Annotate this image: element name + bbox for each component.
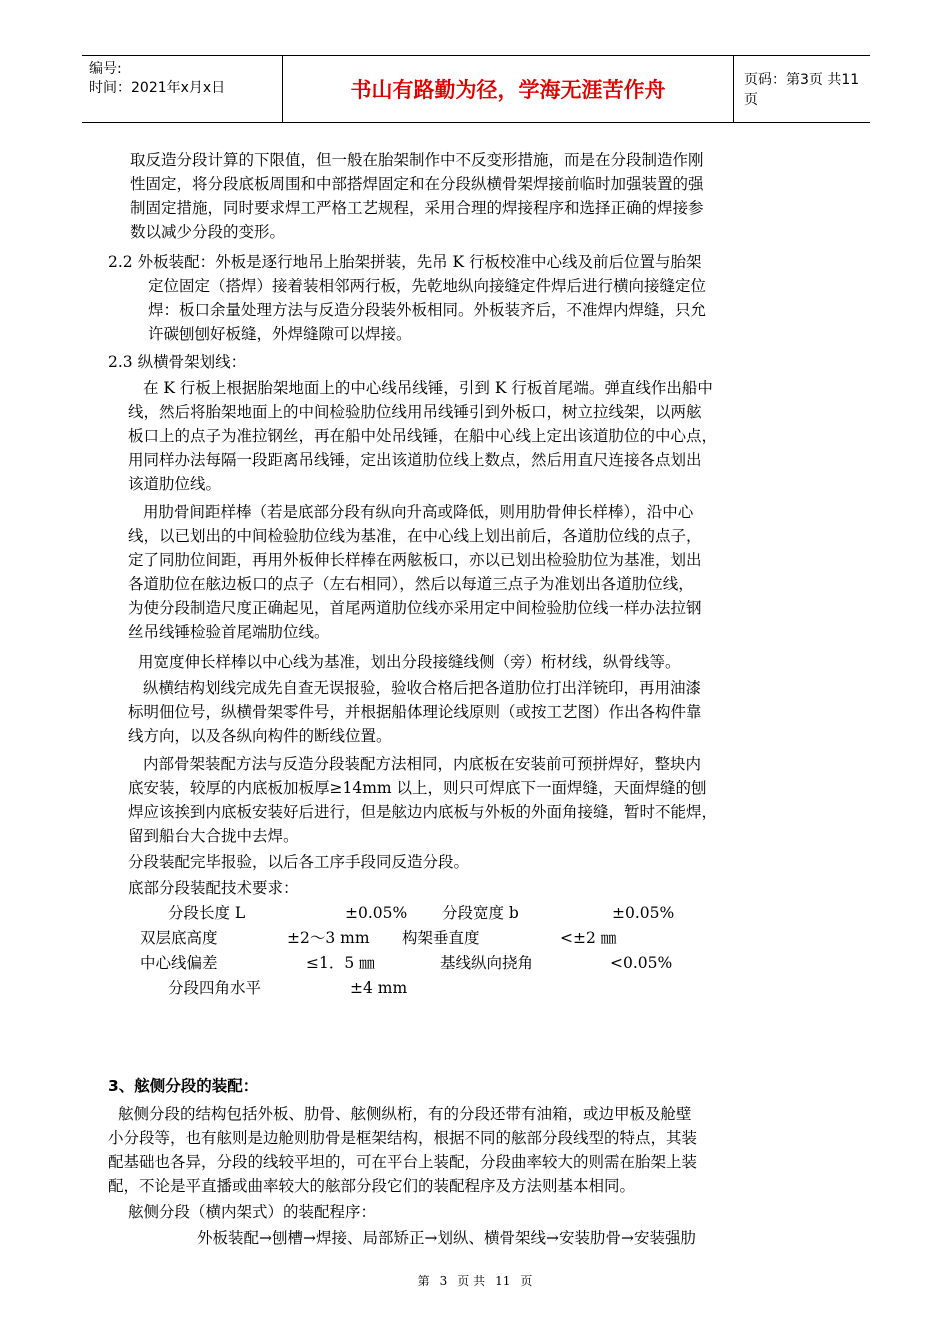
paragraph-line: 留到船台大合拢中去焊。: [128, 827, 299, 845]
paragraph-line: 定了同肋位间距，再用外板伸长样棒在两舷板口，亦以已划出检验肋位为基准，划出: [128, 551, 702, 569]
paragraph-line: 舷侧分段的结构包括外板、肋骨、舷侧纵桁，有的分段还带有油箱，或边甲板及舱壁: [118, 1105, 692, 1123]
paragraph-line: 数以减少分段的变形。: [130, 223, 286, 241]
paragraph-line: 用同样办法每隔一段距离吊线锤，定出该道肋位线上数点，然后用直尺连接各点划出: [128, 451, 702, 469]
paragraph-line: 用宽度伸长样棒以中心线为基准，划出分段接缝线侧（旁）桁材线，纵骨线等。: [138, 653, 681, 671]
paragraph-line: 板口上的点子为准拉钢丝，再在船中处吊线锤，在船中心线上定出该道肋位的中心点，: [128, 427, 718, 445]
footer-suffix: 页: [520, 1274, 533, 1288]
page-header: [82, 55, 870, 123]
paragraph-line: 纵横结构划线完成先自查无误报验，验收合格后把各道肋位打出洋铳印，再用油漆: [143, 679, 702, 697]
spec-label: 基线纵向挠角: [440, 954, 534, 972]
spec-value: ±0.05%: [612, 904, 675, 922]
paragraph-line: 性固定，将分段底板周围和中部搭焊固定和在分段纵横骨架焊接前临时加强装置的强: [130, 175, 704, 193]
paragraph-line: 制固定措施，同时要求焊工严格工艺规程，采用合理的焊接程序和选择正确的焊接参: [130, 199, 704, 217]
header-motto: 书山有路勤为径，学海无涯苦作舟: [282, 56, 734, 122]
paragraph-line: 该道肋位线。: [128, 475, 222, 493]
section-heading: 2.3 纵横骨架划线：: [108, 353, 247, 371]
document-time-label: 时间：2021年x月x日: [89, 80, 226, 96]
paragraph-line: 小分段等，也有舷则是边舱则肋骨是框架结构，根据不同的舷部分段线型的特点，其装: [108, 1129, 698, 1147]
paragraph-line: 各道肋位在舷边板口的点子（左右相同），然后以每道三点子为准划出各道肋位线，: [128, 575, 694, 593]
footer-mid: 页 共: [457, 1274, 486, 1288]
header-page-info: 页码：第3页 共11页: [744, 72, 860, 108]
header-meta: [82, 56, 282, 122]
page-footer: [0, 1272, 950, 1289]
paragraph-line: 定位固定（搭焊）接着装相邻两行板，先乾地纵向接缝定件焊后进行横向接缝定位: [148, 277, 707, 295]
spec-label: 分段四角水平: [168, 979, 262, 997]
paragraph-line: 底安装，较厚的内底板加板厚≥14mm 以上，则只可焊底下一面焊缝，天面焊缝的刨: [128, 779, 707, 797]
paragraph-line: 丝吊线锤检验首尾端肋位线。: [128, 623, 330, 641]
paragraph-line: 分段装配完毕报验，以后各工序手段同反造分段。: [128, 853, 470, 871]
spec-value: ±0.05%: [345, 904, 408, 922]
spec-label: 双层底高度: [140, 929, 218, 947]
spec-value: ±2～3 mm: [287, 929, 370, 947]
paragraph-line: 用肋骨间距样棒（若是底部分段有纵向升高或降低，则用肋骨伸长样棒），沿中心: [143, 503, 694, 521]
footer-page-number: 3: [439, 1274, 448, 1288]
paragraph-line: 线，然后将胎架地面上的中间检验肋位线用吊线锤引到外板口，树立拉线架，以两舷: [128, 403, 702, 421]
spec-label: 分段长度 L: [168, 904, 246, 922]
spec-label: 中心线偏差: [140, 954, 218, 972]
paragraph-line: 焊：板口余量处理方法与反造分段装外板相同。外板装齐后，不准焊内焊缝，只允: [148, 301, 707, 319]
paragraph-line: 配基础也各异，分段的线较平坦的，可在平台上装配，分段曲率较大的则需在胎架上装: [108, 1153, 698, 1171]
spec-value: <0.05%: [610, 954, 673, 972]
paragraph-line: 内部骨架装配方法与反造分段装配方法相同，内底板在安装前可预拼焊好，整块内: [143, 755, 702, 773]
paragraph-line: 配，不论是平直播或曲率较大的舷部分段它们的装配程序及方法则基本相同。: [108, 1177, 636, 1195]
paragraph-line: 2.2 外板装配：外板是逐行地吊上胎架拼装，先吊 K 行板校准中心线及前后位置与胎架: [108, 253, 702, 271]
spec-value: ±4 mm: [350, 979, 408, 997]
paragraph-line: 底部分段装配技术要求：: [128, 879, 299, 897]
spec-label: 分段宽度 b: [442, 904, 519, 922]
paragraph-line: 舷侧分段（横内架式）的装配程序：: [128, 1203, 377, 1221]
paragraph-line: 许碳刨刨好板缝，外焊缝隙可以焊接。: [148, 325, 412, 343]
paragraph-line: 为使分段制造尺度正确起见，首尾两道肋位线亦采用定中间检验肋位线一样办法拉钢: [128, 599, 702, 617]
paragraph-line: 线方向，以及各纵向构件的断线位置。: [128, 727, 392, 745]
document-number-label: 编号:: [89, 61, 122, 77]
spec-value: <±2 ㎜: [560, 929, 617, 947]
paragraph-line: 线，以已划出的中间检验肋位线为基准，在中心线上划出前后，各道肋位线的点子，: [128, 527, 702, 545]
footer-prefix: 第: [417, 1274, 430, 1288]
paragraph-line: 焊应该挨到内底板安装好后进行，但是舷边内底板与外板的外面角接缝，暂时不能焊，: [128, 803, 718, 821]
section-heading: 3、舷侧分段的装配：: [108, 1077, 259, 1095]
spec-label: 构架垂直度: [402, 929, 480, 947]
paragraph-line: 在 K 行板上根据胎架地面上的中心线吊线锤，引到 K 行板首尾端。弹直线作出船中: [143, 379, 713, 397]
paragraph-line: 外板装配→刨槽→焊接、局部矫正→划纵、横骨架线→安装肋骨→安装强肋: [197, 1229, 696, 1247]
paragraph-line: 取反造分段计算的下限值，但一般在胎架制作中不反变形措施，而是在分段制造作刚: [130, 151, 704, 169]
spec-value: ≤1．5 ㎜: [306, 954, 375, 972]
paragraph-line: 标明佃位号，纵横骨架零件号，并根据船体理论线原则（或按工艺图）作出各构件靠: [128, 703, 702, 721]
footer-total-pages: 11: [495, 1274, 511, 1288]
